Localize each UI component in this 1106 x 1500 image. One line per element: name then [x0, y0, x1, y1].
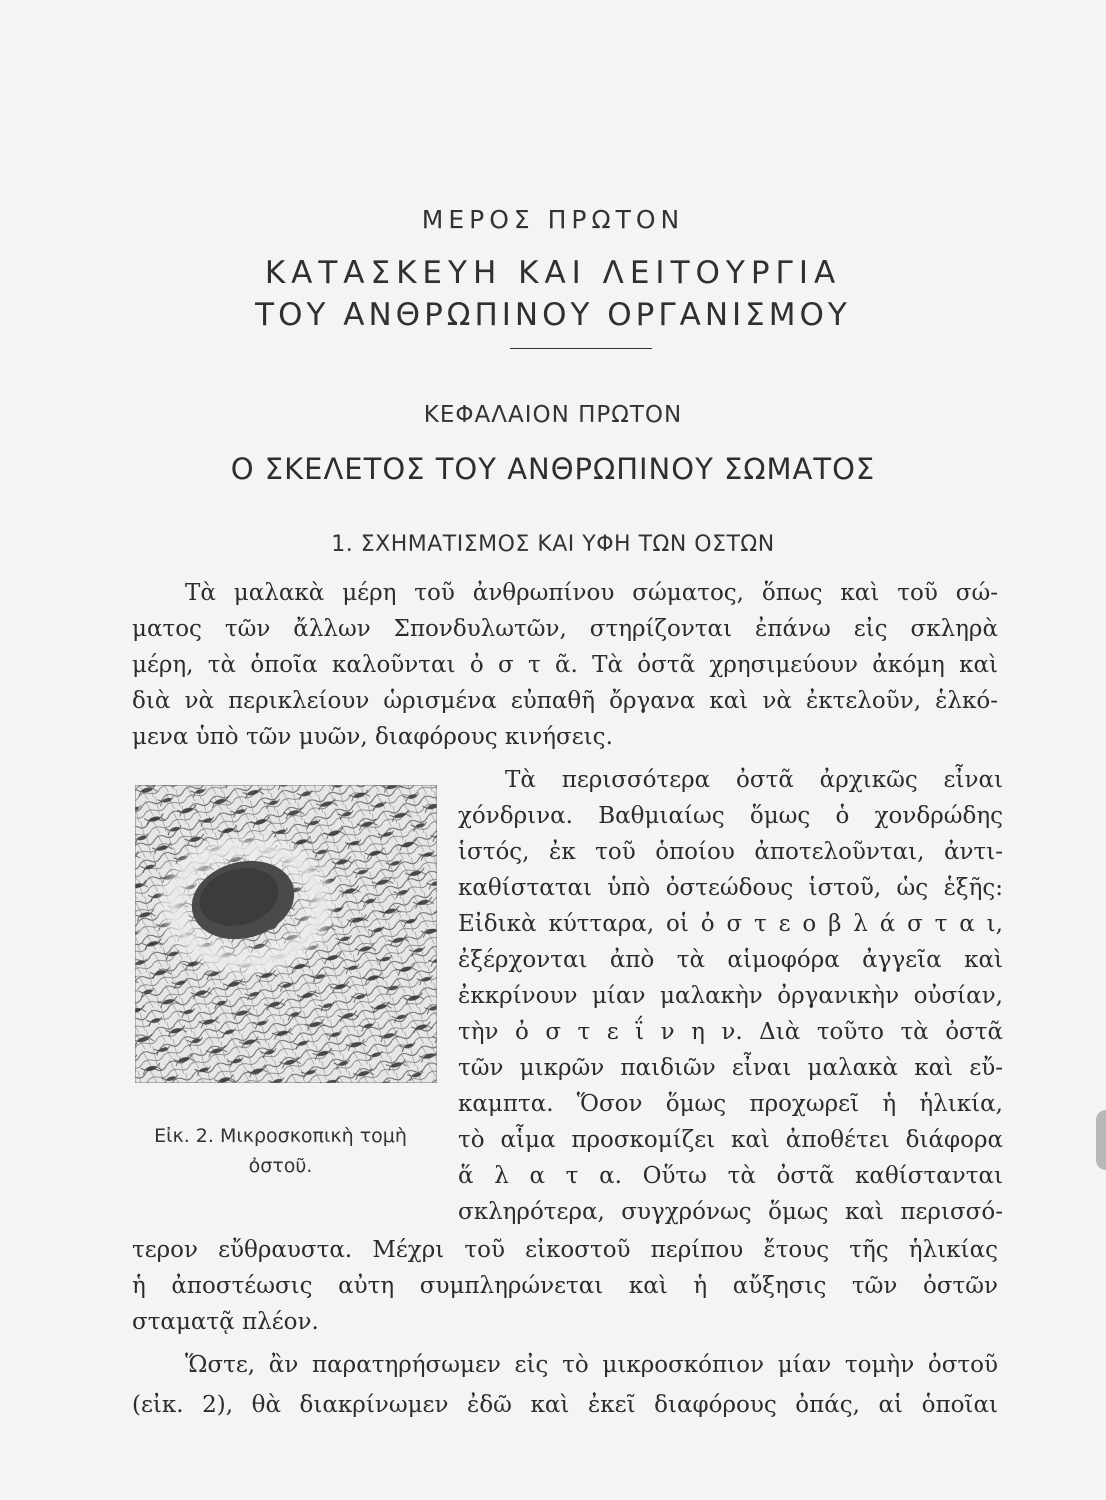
- chapter-title: Ο ΣΚΕΛΕΤΟΣ ΤΟΥ ΑΝΘΡΩΠΙΝΟΥ ΣΩΜΑΤΟΣ: [230, 452, 876, 486]
- paragraph-line: σταματᾷ πλέον.: [132, 1309, 319, 1335]
- paragraph-line: τὴν ὀ σ τ ε ΐ ν η ν. Διὰ τοῦτο τὰ ὀστᾶ: [458, 1019, 1003, 1045]
- paragraph-line: Ὥστε, ἂν παρατηρήσωμεν εἰς τὸ μικροσκόπιον μίαν τομὴν ὀστοῦ: [185, 1352, 998, 1378]
- paragraph-line: τὸ αἷμα προσκομίζει καὶ ἀποθέτει διάφορα: [458, 1127, 1003, 1153]
- paragraph-line: διὰ νὰ περικλείουν ὡρισμένα εὐπαθῆ ὄργανα καὶ νὰ ἐκτελοῦν, ἑλκό-: [132, 688, 998, 714]
- section-heading: 1. ΣΧΗΜΑΤΙΣΜΟΣ ΚΑΙ ΥΦΗ ΤΩΝ ΟΣΤΩΝ: [331, 532, 775, 557]
- paragraph-line: μενα ὑπὸ τῶν μυῶν, διαφόρους κινήσεις.: [132, 724, 613, 750]
- paragraph-line: ἱστός, ἐκ τοῦ ὁποίου ἀποτελοῦνται, ἀντι-: [458, 839, 1003, 865]
- paragraph-line: τερον εὔθραυστα. Μέχρι τοῦ εἰκοστοῦ περίπου ἔτους τῆς ἡλικίας: [132, 1237, 998, 1263]
- paragraph-line: ματος τῶν ἄλλων Σπονδυλωτῶν, στηρίζονται ἐπάνω εἰς σκληρὰ: [132, 616, 998, 642]
- paragraph-line: ἐκκρίνουν μίαν μαλακὴν ὀργανικὴν οὐσίαν,: [458, 983, 1003, 1009]
- paragraph-line: σκληρότερα, συγχρόνως ὅμως καὶ περισσό-: [458, 1199, 1003, 1225]
- title-divider: [510, 348, 652, 349]
- paragraph-line: ἐξέρχονται ἀπὸ τὰ αἱμοφόρα ἀγγεῖα καὶ: [458, 947, 1003, 973]
- paragraph-line: μέρη, τὰ ὁποῖα καλοῦνται ὀ σ τ ᾶ. Τὰ ὀστᾶ χρησιμεύουν ἀκόμη καὶ: [132, 652, 998, 678]
- part-heading: ΜΕΡΟΣ ΠΡΩΤΟΝ: [421, 205, 685, 234]
- paragraph-line: καθίσταται ὑπὸ ὀστεώδους ἱστοῦ, ὡς ἑξῆς:: [458, 875, 1003, 901]
- paragraph-line: ἅ λ α τ α. Οὕτω τὰ ὀστᾶ καθίστανται: [458, 1163, 1003, 1189]
- paragraph-line: καμπτα. Ὅσον ὅμως προχωρεῖ ἡ ἡλικία,: [458, 1091, 1003, 1117]
- paragraph-line: Τὰ περισσότερα ὀστᾶ ἀρχικῶς εἶναι: [505, 767, 1003, 793]
- figure-caption-continued: ὀστοῦ.: [248, 1155, 313, 1177]
- bone-micrograph-illustration: [135, 785, 437, 1083]
- page-edge-shadow: [1096, 1110, 1106, 1170]
- figure-caption: Εἰκ. 2. Μικροσκοπικὴ τομὴ: [154, 1125, 407, 1147]
- paragraph-line: τῶν μικρῶν παιδιῶν εἶναι μαλακὰ καὶ εὔ-: [458, 1055, 1003, 1081]
- paragraph-line: ἡ ἀποστέωσις αὐτη συμπληρώνεται καὶ ἡ αὔξησις τῶν ὀστῶν: [132, 1273, 998, 1299]
- chapter-heading: ΚΕΦΑΛΑΙΟΝ ΠΡΩΤΟΝ: [423, 402, 683, 428]
- part-title-line-2: ΤΟΥ ΑΝΘΡΩΠΙΝΟΥ ΟΡΓΑΝΙΣΜΟΥ: [255, 297, 851, 333]
- paragraph-line: χόνδρινα. Βαθμιαίως ὅμως ὁ χονδρώδης: [458, 803, 1003, 829]
- paragraph-line: (εἰκ. 2), θὰ διακρίνωμεν ἐδῶ καὶ ἐκεῖ διαφόρους ὀπάς, αἱ ὁποῖαι: [132, 1392, 998, 1418]
- paragraph-line: Εἰδικὰ κύτταρα, οἱ ὀ σ τ ε ο β λ ά σ τ α ι,: [458, 911, 1003, 937]
- paragraph-line: Τὰ μαλακὰ μέρη τοῦ ἀνθρωπίνου σώματος, ὅπως καὶ τοῦ σώ-: [185, 580, 998, 606]
- part-title-line-1: ΚΑΤΑΣΚΕΥΗ ΚΑΙ ΛΕΙΤΟΥΡΓΙΑ: [264, 255, 842, 291]
